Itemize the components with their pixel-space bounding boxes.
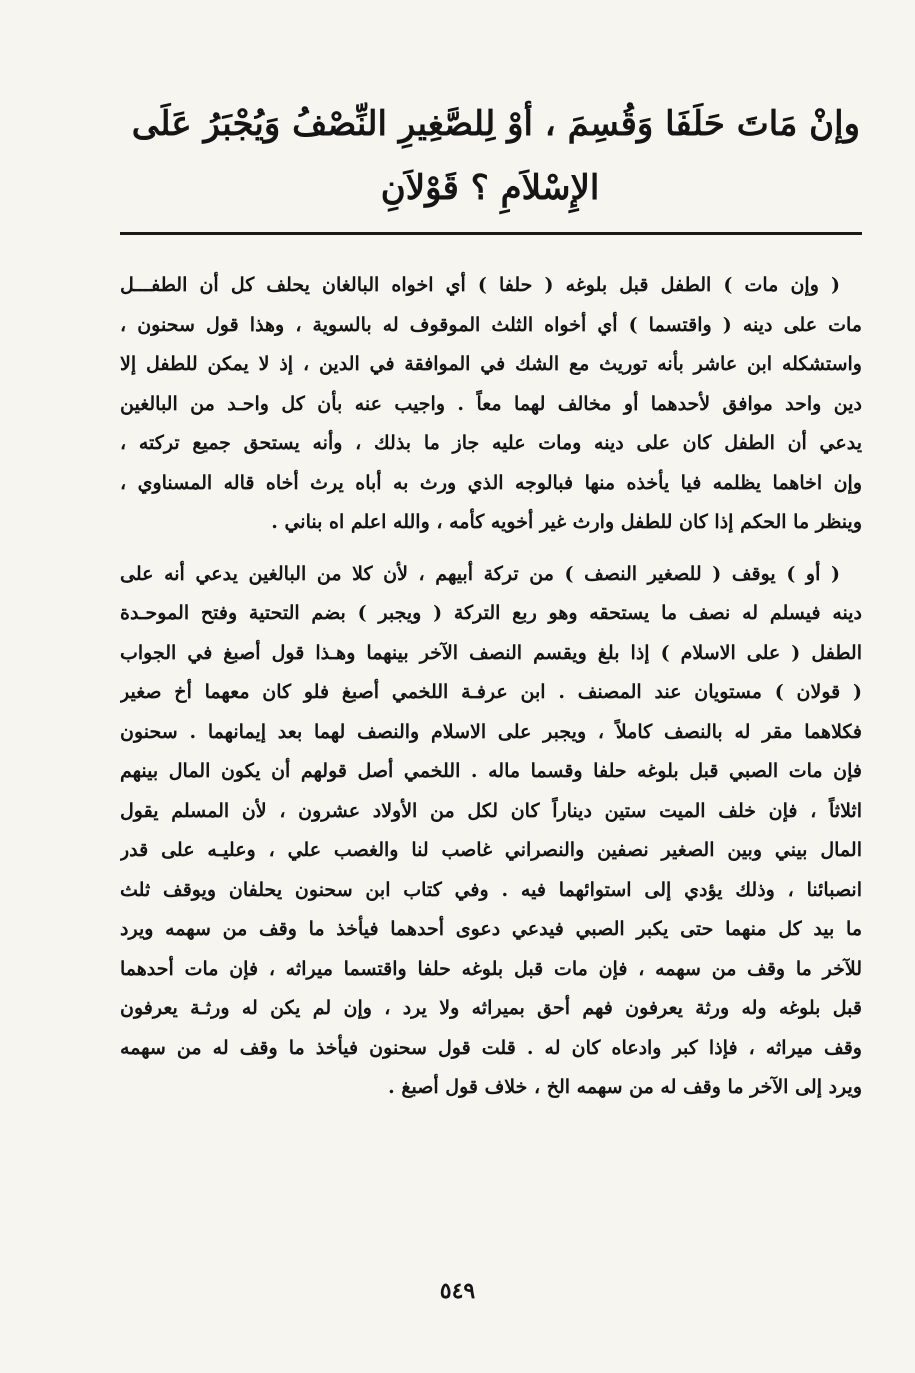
heading-line-2: الإِسْلاَمِ ؟ قَوْلاَنِ: [380, 168, 600, 208]
text-line: دين واحد موافق لأحدهما أو مخالف لهما معاً . واجيب عنه بأن كل واحـد من البالغين: [120, 392, 862, 415]
heading-divider: [120, 232, 862, 235]
text-line: يدعي أن الطفل كان على دينه ومات عليه جاز ما بذلك ، وأنه يستحق جميع تركته ،: [120, 432, 862, 454]
paragraph-1: [120, 266, 862, 543]
text-line: دينه فيسلم له نصف ما يستحقه وهو ربع التركة ( ويجبر ) بضم التحتية وفتح الموحـدة: [120, 602, 862, 624]
text-line: مات على دينه ( واقتسما ) أي أخواه الثلث الموقوف له بالسوية ، وهذا قول سحنون ،: [120, 313, 862, 336]
text-line: وقف ميراثه ، فإذا كبر وادعاه كان له . قلت قول سحنون فيأخذ ما وقف له من سهمه: [120, 1036, 862, 1059]
text-line: قبل بلوغه وله ورثة يعرفون فهم أحق بميراثه ولا يرد ، وإن لم يكن له ورثـة يعرفون: [120, 997, 862, 1019]
text-line: اثلاثاً ، فإن خلف الميت ستين ديناراً كان لكل من الأولاد عشرون ، لأن المسلم يقول: [120, 799, 862, 822]
text-line: ( قولان ) مستويان عند المصنف . ابن عرفـة اللخمي أصبغ فلو كان معهما أخ صغير: [120, 681, 862, 703]
text-line: واستشكله ابن عاشر بأنه توريث مع الشك في الموافقة في الدين ، إذ لا يمكن للطفل إلا: [120, 353, 862, 375]
text-line: الطفل ( على الاسلام ) إذا بلغ ويقسم النصف الآخر بينهما وهـذا قول أصبغ في الجواب: [120, 641, 862, 664]
text-line: فكلاهما مقر له بالنصف كاملاً ، ويجبر على الاسلام والنصف لهما بعد إيمانهما . سحنون: [120, 720, 862, 743]
verse-heading: [120, 92, 860, 220]
paragraph-gap: [120, 543, 862, 555]
text-line: ( أو ) يوقف ( للصغير النصف ) من تركة أبيهم ، لأن كلا من البالغين يدعي أنه على: [120, 562, 840, 585]
text-line: ويرد إلى الآخر ما وقف له من سهمه الخ ، خلاف قول أصبغ .: [388, 1076, 862, 1098]
paragraph-2: [120, 555, 862, 1108]
text-line: وإن اخاهما يظلمه فيا يأخذه منها فبالوجه الذي ورث به أباه يرث أخاه قاله المسناوي ،: [120, 471, 862, 494]
text-line: فإن مات الصبي قبل بلوغه حلفا وقسما ماله . اللخمي أصل قولهم أن يكون المال بينهم: [120, 760, 862, 782]
page-number: ٥٤٩: [439, 1278, 476, 1304]
text-line: ما بيد كل منهما حتى يكبر الصبي فيدعي دعوى أحدهما فيأخذ ما وقف من سهمه ويرد: [120, 918, 862, 940]
text-line: وينظر ما الحكم إذا كان للطفل وارث غير أخويه كأمه ، والله اعلم اه بناني .: [271, 511, 862, 533]
text-line: ( وإن مات ) الطفل قبل بلوغه ( حلفا ) أي اخواه البالغان يحلف كل أن الطفـــل: [120, 274, 840, 296]
text-line: المال بيني وبين الصغير نصفين والنصراني غاصب لنا والغصب علي ، وعليـه على قدر: [120, 839, 862, 861]
commentary-text: [120, 266, 862, 1108]
text-line: للآخر ما وقف من سهمه ، فإن مات قبل بلوغه حلفا واقتسما ميراثه ، فإن مات أحدهما: [120, 957, 862, 980]
text-line: انصبائنا ، وذلك يؤدي إلى استوائهما فيه . وفي كتاب ابن سحنون يحلفان ويوقف ثلث: [120, 878, 862, 901]
heading-line-1: وإنْ مَاتَ حَلَفَا وَقُسِمَ ، أوْ لِلصَّغِيرِ النِّصْفُ وَيُجْبَرُ عَلَى: [131, 104, 860, 144]
